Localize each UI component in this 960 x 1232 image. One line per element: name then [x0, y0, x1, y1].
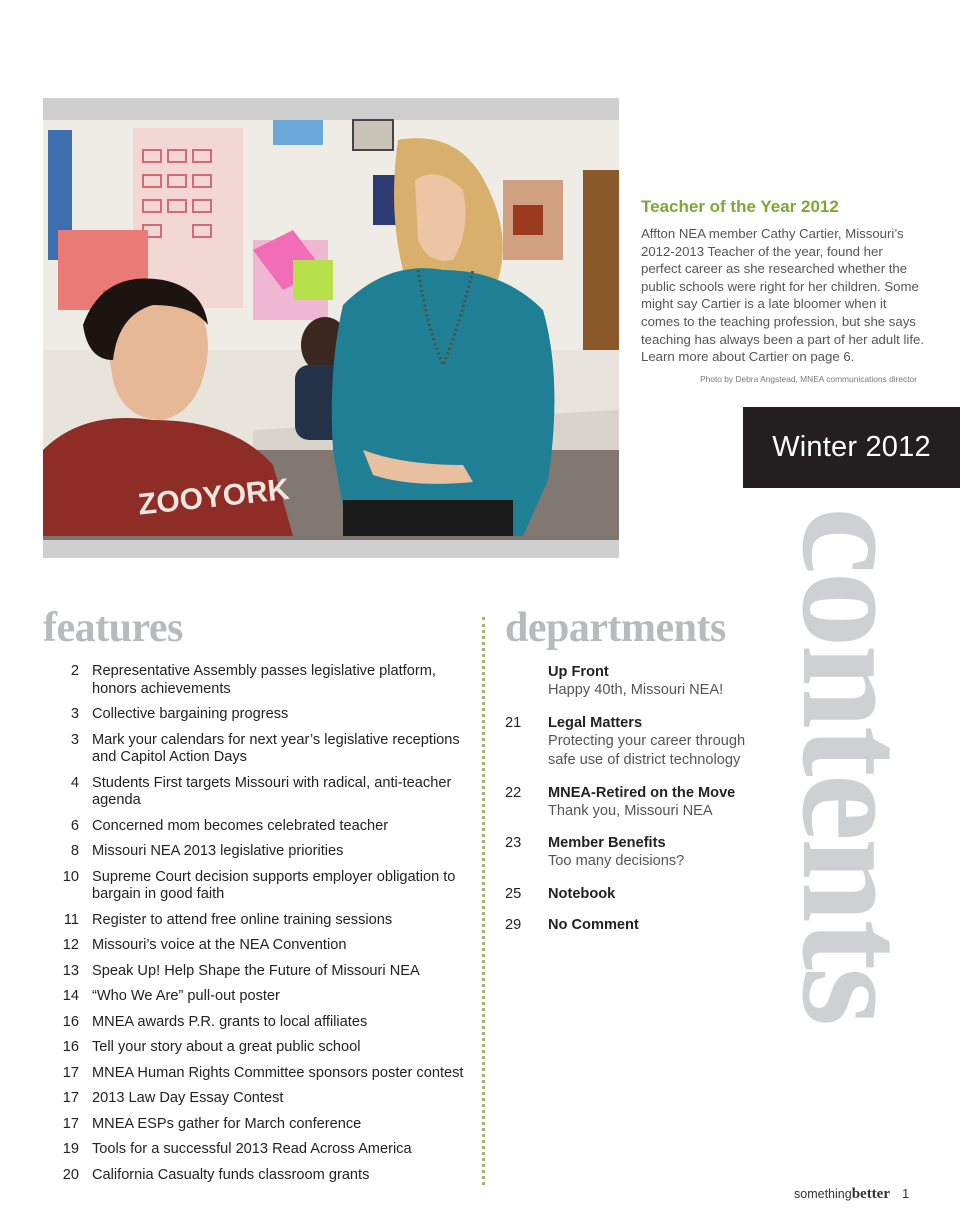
department-title: Member Benefits [548, 835, 666, 851]
photo-credit: Photo by Debra Angstead, MNEA communications director [700, 374, 917, 384]
feature-title: Supreme Court decision supports employer obligation to bargain in good faith [92, 868, 456, 902]
departments-list [505, 663, 775, 947]
issue-label: Winter 2012 [743, 407, 960, 488]
feature-page: 11 [63, 911, 79, 928]
department-page: 23 [505, 835, 522, 851]
column-divider [482, 617, 485, 1185]
feature-item[interactable] [48, 775, 478, 810]
department-title: Up Front [548, 664, 609, 680]
feature-title: Representative Assembly passes legislative platform, honors achievements [92, 663, 436, 697]
feature-title: Concerned mom becomes celebrated teacher [92, 817, 389, 834]
feature-item[interactable] [48, 869, 478, 904]
photo-frame [43, 98, 619, 558]
feature-item[interactable] [48, 843, 478, 861]
department-item[interactable] [505, 714, 775, 771]
department-title: Notebook [548, 885, 616, 902]
feature-title: MNEA ESPs gather for March conference [92, 1115, 362, 1132]
feature-title: Students First targets Missouri with radical, anti-teacher agenda [92, 774, 452, 808]
department-item[interactable] [505, 916, 775, 934]
feature-item[interactable] [48, 1039, 478, 1057]
feature-story [641, 197, 926, 366]
feature-title: Tools for a successful 2013 Read Across America [92, 1141, 412, 1157]
feature-title: “Who We Are” pull-out poster [92, 988, 280, 1004]
feature-title: California Casualty funds classroom grants [92, 1166, 370, 1183]
department-title: No Comment [548, 916, 639, 933]
feature-title: MNEA Human Rights Committee sponsors poster contest [92, 1064, 464, 1081]
feature-title: Tell your story about a great public school [92, 1039, 361, 1055]
page-number: 1 [902, 1186, 910, 1201]
contents-word: contents [771, 507, 939, 1024]
feature-item[interactable] [48, 1014, 478, 1032]
feature-page: 17 [62, 1090, 79, 1106]
feature-page: 2 [70, 663, 79, 679]
feature-title: Mark your calendars for next year’s legislative receptions and Capitol Action Days [92, 731, 460, 765]
department-desc: Happy 40th, Missouri NEA! [548, 682, 724, 698]
department-page: 21 [505, 714, 522, 731]
department-desc: Thank you, Missouri NEA [548, 802, 713, 819]
department-page [505, 663, 535, 701]
department-item[interactable] [505, 663, 775, 701]
feature-page: 14 [62, 988, 79, 1004]
feature-item[interactable] [48, 663, 478, 698]
footer-brand-light: something [794, 1187, 852, 1201]
feature-title: Collective bargaining progress [92, 706, 289, 722]
feature-page: 3 [70, 706, 79, 722]
feature-title: Missouri’s voice at the NEA Convention [92, 937, 347, 953]
department-page: 25 [505, 885, 522, 902]
feature-story-title: Teacher of the Year 2012 [641, 197, 839, 216]
feature-page: 16 [62, 1013, 79, 1030]
feature-item[interactable] [48, 937, 478, 955]
department-title: Legal Matters [548, 714, 643, 731]
feature-title: Speak Up! Help Shape the Future of Missouri NEA [92, 962, 420, 979]
department-page: 29 [505, 916, 522, 933]
contents-heading [771, 505, 939, 1185]
department-desc: Too many decisions? [548, 853, 685, 869]
feature-title: 2013 Law Day Essay Contest [92, 1090, 284, 1106]
feature-item[interactable] [48, 1116, 478, 1134]
feature-item[interactable] [48, 1141, 478, 1159]
features-list [48, 663, 478, 1192]
feature-page: 19 [62, 1141, 79, 1157]
feature-title: MNEA awards P.R. grants to local affiliates [92, 1013, 368, 1030]
cover-photo [43, 120, 619, 536]
feature-title: Register to attend free online training sessions [92, 911, 393, 928]
feature-item[interactable] [48, 912, 478, 930]
feature-item[interactable] [48, 1167, 478, 1185]
feature-story-body: Affton NEA member Cathy Cartier, Missouri’s 2012-2013 Teacher of the year, found her perfect career as she researched whether the public schools were right for her children. Some might say Cartier is a late bloomer when it comes to the teaching profession, but she says teaching has always been a part of her adult life. Learn more about Cartier on page 6. [641, 226, 924, 365]
feature-title: Missouri NEA 2013 legislative priorities [92, 843, 344, 859]
feature-page: 10 [62, 868, 79, 885]
shirt-print: ZOOYORK [136, 472, 291, 522]
features-heading: features [43, 605, 183, 651]
departments-heading: departments [505, 605, 726, 651]
feature-item[interactable] [48, 1090, 478, 1108]
department-title: MNEA-Retired on the Move [548, 784, 736, 801]
feature-item[interactable] [48, 963, 478, 981]
department-item[interactable] [505, 784, 775, 822]
department-item[interactable] [505, 885, 775, 903]
feature-page: 8 [70, 843, 79, 859]
feature-page: 13 [62, 962, 79, 979]
feature-page: 12 [62, 937, 79, 953]
feature-page: 3 [70, 731, 79, 748]
feature-page: 17 [62, 1115, 79, 1132]
feature-item[interactable] [48, 706, 478, 724]
page-footer [794, 1186, 909, 1203]
feature-page: 17 [62, 1064, 79, 1081]
feature-item[interactable] [48, 1065, 478, 1083]
department-page: 22 [505, 784, 522, 801]
department-desc: Protecting your career through safe use of district technology [548, 732, 746, 768]
feature-item[interactable] [48, 818, 478, 836]
feature-page: 4 [70, 774, 79, 791]
feature-page: 20 [62, 1166, 79, 1183]
feature-page: 16 [62, 1039, 79, 1055]
department-item[interactable] [505, 834, 775, 872]
feature-item[interactable] [48, 988, 478, 1006]
footer-brand-bold: better [851, 1186, 890, 1202]
feature-item[interactable] [48, 732, 478, 767]
feature-page: 6 [70, 817, 79, 834]
